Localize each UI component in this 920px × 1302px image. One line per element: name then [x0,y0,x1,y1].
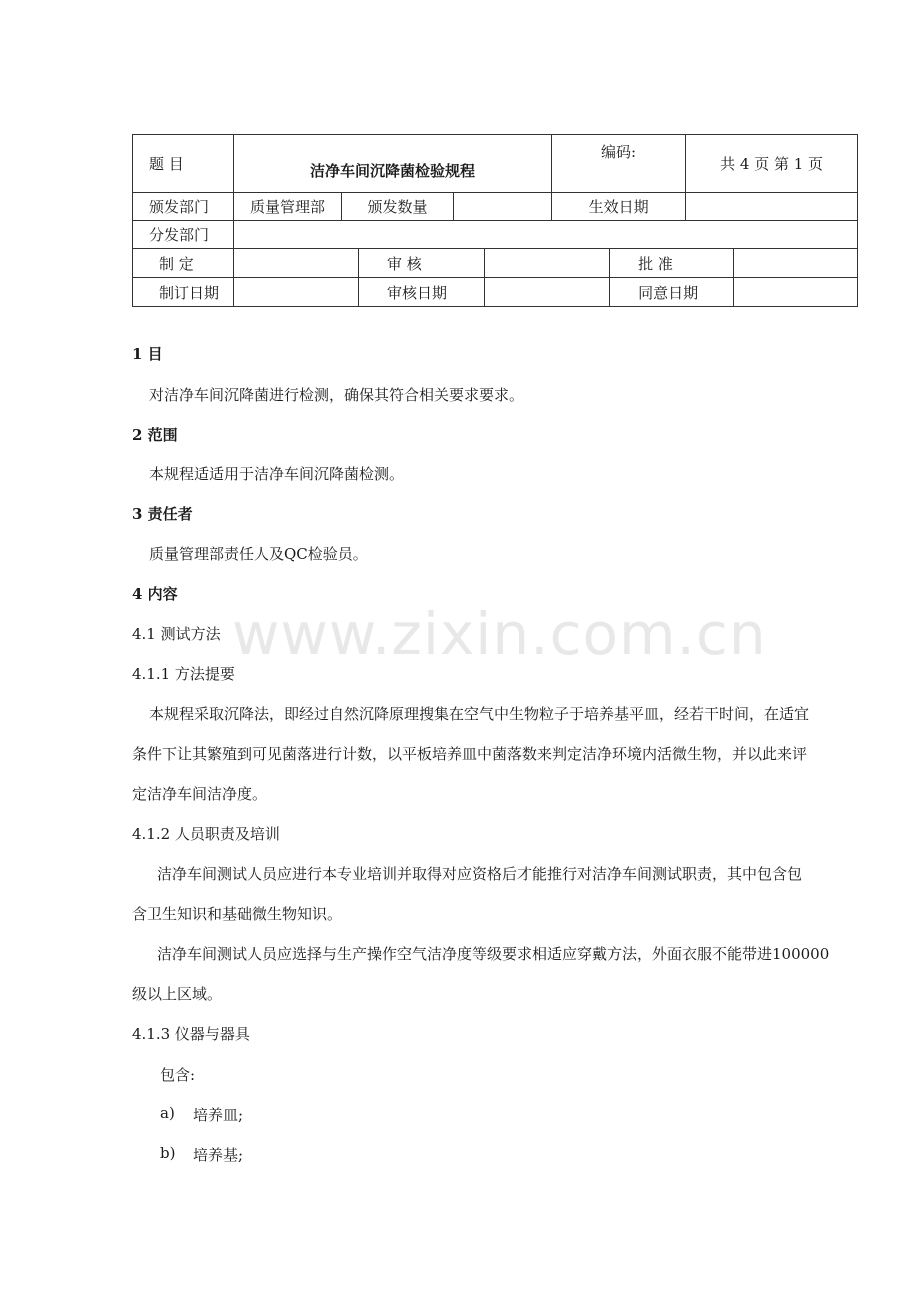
approve-label: 批 准 [610,249,734,278]
page-count: 共 4 页 第 1 页 [686,135,858,193]
watermark: www.zixin.com.cn [232,600,767,668]
made-date-value [234,278,359,307]
paragraph-method-line-1: 本规程采取沉降法，即经过自然沉降原理搜集在空气中生物粒子于培养基平皿，经若干时间，在适宜 [149,705,810,723]
section-2-text: 本规程适适用于洁净车间沉降菌检测。 [149,465,405,483]
includes-label: 包含: [160,1066,196,1084]
dist-dept-value [234,221,858,249]
paragraph-training-line-1: 洁净车间测试人员应进行本专业培训并取得对应资格后才能推行对洁净车间测试职责，其中包含包 [157,865,803,883]
effective-date-label: 生效日期 [552,193,686,221]
subsection-4-1-1: 4.1.1 方法提要 [132,665,235,683]
review-label: 审 核 [359,249,485,278]
made-date-label: 制订日期 [133,278,234,307]
subsection-4-1: 4.1 测试方法 [132,625,221,643]
list-item-a-marker: a) [160,1104,175,1122]
paragraph-method-line-3: 定洁净车间洁净度。 [132,785,268,803]
approve-date-value [734,278,858,307]
review-date-value [485,278,610,307]
list-item-b-marker: b) [160,1144,176,1162]
list-item-a: 培养皿; [193,1106,244,1124]
review-date-label: 审核日期 [359,278,485,307]
section-1-heading: 1 目 [132,345,163,363]
document-title: 洁净车间沉降菌检验规程 [234,135,552,193]
issue-qty-value [454,193,552,221]
made-by-value [234,249,359,278]
issue-dept-value: 质量管理部 [234,193,342,221]
approve-value [734,249,858,278]
paragraph-training-line-2: 含卫生知识和基础微生物知识。 [132,905,343,923]
section-1-text: 对洁净车间沉降菌进行检测，确保其符合相关要求要求。 [149,386,525,404]
section-4-heading: 4 内容 [132,585,178,603]
subsection-4-1-2: 4.1.2 人员职责及培训 [132,825,280,843]
paragraph-method-line-2: 条件下让其繁殖到可见菌落进行计数，以平板培养皿中菌落数来判定洁净环境内活微生物，并以此来评 [132,745,808,763]
issue-qty-label: 颁发数量 [342,193,454,221]
approve-date-label: 同意日期 [610,278,734,307]
made-by-label: 制 定 [133,249,234,278]
review-value [485,249,610,278]
dist-dept-label: 分发部门 [133,221,234,249]
paragraph-attire-line-2: 级以上区域。 [132,985,223,1003]
issue-dept-label: 颁发部门 [133,193,234,221]
section-3-text: 质量管理部责任人及QC检验员。 [149,545,368,563]
section-3-heading: 3 责任者 [132,505,193,523]
code-label: 编码: [552,135,686,193]
document-header-table [132,134,858,307]
list-item-b: 培养基; [193,1146,244,1164]
paragraph-attire-line-1: 洁净车间测试人员应选择与生产操作空气洁净度等级要求相适应穿戴方法，外面衣服不能带进100000 [157,945,830,963]
section-2-heading: 2 范围 [132,426,178,444]
subsection-4-1-3: 4.1.3 仪器与器具 [132,1025,250,1043]
effective-date-value [686,193,858,221]
title-label: 题 目 [133,135,234,193]
